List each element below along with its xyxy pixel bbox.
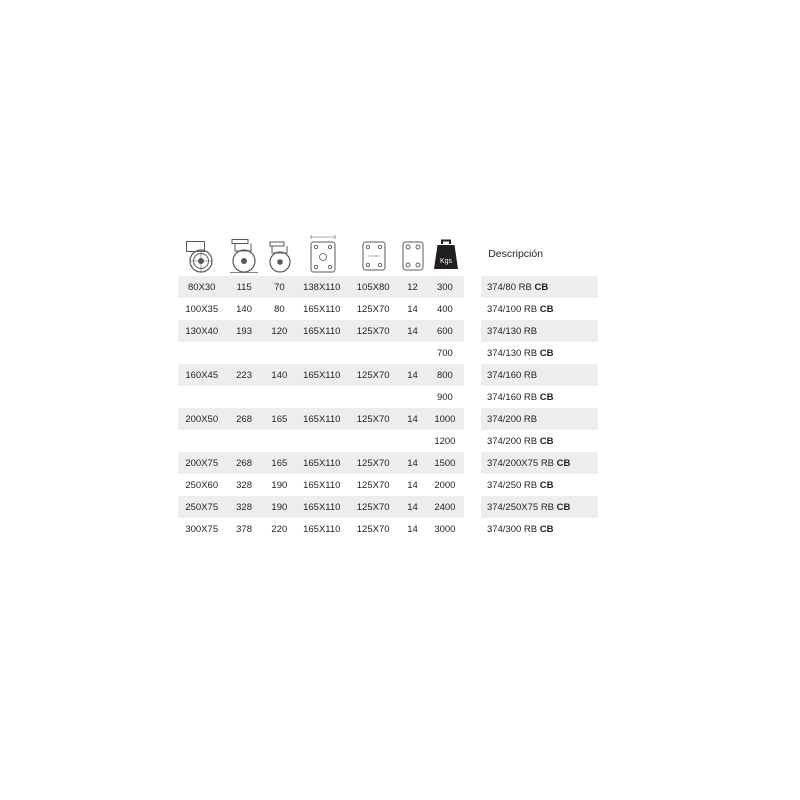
cell-bolt-diameter: 14 xyxy=(399,474,426,496)
cell-total-height xyxy=(225,342,262,364)
cell-plate-size: 165X110 xyxy=(296,518,347,540)
cell-wheel-diameter: 200X50 xyxy=(178,408,225,430)
cell-description: 374/160 RB CB xyxy=(481,386,598,408)
cell-load-capacity: 600 xyxy=(426,320,463,342)
spacer-cell xyxy=(464,452,481,474)
cell-plate-size: 165X110 xyxy=(296,408,347,430)
spacer-cell xyxy=(464,320,481,342)
description-suffix: CB xyxy=(556,457,571,469)
spacer-cell xyxy=(464,474,481,496)
table-row xyxy=(178,364,598,386)
cell-load-capacity: 2000 xyxy=(426,474,463,496)
cell-hole-spacing xyxy=(348,430,399,452)
cell-hole-spacing: 125X70 xyxy=(348,452,399,474)
cell-load-capacity: 300 xyxy=(426,276,463,298)
plate-bolt-holes-icon xyxy=(348,234,399,274)
cell-load-capacity: 1000 xyxy=(426,408,463,430)
description-suffix: CB xyxy=(539,347,554,359)
cell-wheel-diameter xyxy=(178,430,225,452)
spacer-cell xyxy=(465,232,482,276)
cell-total-height xyxy=(225,430,262,452)
description-suffix: CB xyxy=(539,435,554,447)
cell-wheel-diameter: 300X75 xyxy=(178,518,225,540)
spacer-cell xyxy=(464,518,481,540)
cell-bolt-diameter xyxy=(399,386,426,408)
cell-description: 374/130 RB xyxy=(481,320,598,342)
header-cell-load-capacity xyxy=(427,232,465,276)
cell-load-capacity: 700 xyxy=(426,342,463,364)
cell-description: 374/250 RB CB xyxy=(481,474,598,496)
cell-load-capacity: 900 xyxy=(426,386,463,408)
cell-bolt-diameter: 14 xyxy=(399,320,426,342)
description-suffix: CB xyxy=(539,391,554,403)
cell-bolt-diameter: 14 xyxy=(399,408,426,430)
cell-offset xyxy=(263,386,296,408)
description-suffix: CB xyxy=(539,303,554,315)
cell-hole-spacing: 125X70 xyxy=(348,518,399,540)
wheel-height-icon xyxy=(263,234,297,274)
cell-offset: 220 xyxy=(263,518,296,540)
cell-load-capacity: 800 xyxy=(426,364,463,386)
cell-bolt-diameter xyxy=(399,430,426,452)
cell-wheel-diameter: 250X60 xyxy=(178,474,225,496)
cell-wheel-diameter: 80X30 xyxy=(178,276,225,298)
spacer-cell xyxy=(464,342,481,364)
cell-plate-size: 165X110 xyxy=(296,364,347,386)
cell-total-height xyxy=(225,386,262,408)
spacer-cell xyxy=(464,408,481,430)
cell-plate-size xyxy=(296,430,347,452)
cell-wheel-diameter: 100X35 xyxy=(178,298,225,320)
cell-offset xyxy=(263,430,296,452)
load-capacity-kgs-icon xyxy=(427,234,465,274)
description-suffix: CB xyxy=(539,523,554,535)
cell-total-height: 328 xyxy=(225,496,262,518)
spacer-cell xyxy=(464,298,481,320)
header-cell-hole-spacing xyxy=(348,232,399,276)
cell-total-height: 328 xyxy=(225,474,262,496)
cell-total-height: 115 xyxy=(225,276,262,298)
cell-hole-spacing xyxy=(348,342,399,364)
table-row xyxy=(178,452,598,474)
cell-plate-size: 138X110 xyxy=(296,276,347,298)
table-row xyxy=(178,276,598,298)
cell-wheel-diameter: 250X75 xyxy=(178,496,225,518)
caster-spec-sheet xyxy=(178,232,598,540)
cell-plate-size xyxy=(296,342,347,364)
cell-description: 374/200 RB xyxy=(481,408,598,430)
cell-description: 374/100 RB CB xyxy=(481,298,598,320)
header-cell-bolt-hole-diameter xyxy=(399,232,427,276)
cell-hole-spacing: 125X70 xyxy=(348,408,399,430)
wheel-side-swivel-icon xyxy=(225,234,263,274)
cell-hole-spacing: 125X70 xyxy=(348,496,399,518)
cell-offset: 80 xyxy=(263,298,296,320)
caster-spec-table xyxy=(178,232,598,276)
cell-plate-size: 165X110 xyxy=(296,474,347,496)
cell-description: 374/160 RB xyxy=(481,364,598,386)
table-row xyxy=(178,320,598,342)
cell-plate-size: 165X110 xyxy=(296,496,347,518)
cell-bolt-diameter: 14 xyxy=(399,518,426,540)
cell-wheel-diameter xyxy=(178,386,225,408)
description-suffix: CB xyxy=(556,501,571,513)
plate-top-view-icon xyxy=(297,234,348,274)
cell-bolt-diameter: 14 xyxy=(399,364,426,386)
cell-hole-spacing: 105X80 xyxy=(348,276,399,298)
table-row xyxy=(178,342,598,364)
spacer-cell xyxy=(464,386,481,408)
cell-plate-size: 165X110 xyxy=(296,298,347,320)
cell-offset xyxy=(263,342,296,364)
description-suffix: CB xyxy=(534,281,549,293)
cell-bolt-diameter: 12 xyxy=(399,276,426,298)
cell-offset: 70 xyxy=(263,276,296,298)
cell-bolt-diameter: 14 xyxy=(399,298,426,320)
cell-wheel-diameter: 130X40 xyxy=(178,320,225,342)
table-row xyxy=(178,496,598,518)
cell-description: 374/250X75 RB CB xyxy=(481,496,598,518)
table-row xyxy=(178,408,598,430)
cell-load-capacity: 1200 xyxy=(426,430,463,452)
spacer-cell xyxy=(464,276,481,298)
cell-wheel-diameter xyxy=(178,342,225,364)
table-header-row xyxy=(178,232,598,276)
cell-total-height: 223 xyxy=(225,364,262,386)
cell-load-capacity: 2400 xyxy=(426,496,463,518)
cell-description: 374/130 RB CB xyxy=(481,342,598,364)
table-row xyxy=(178,518,598,540)
cell-total-height: 193 xyxy=(225,320,262,342)
cell-description: 374/300 RB CB xyxy=(481,518,598,540)
spacer-cell xyxy=(464,430,481,452)
cell-hole-spacing xyxy=(348,386,399,408)
description-header: Descripción xyxy=(488,248,544,260)
cell-hole-spacing: 125X70 xyxy=(348,364,399,386)
header-cell-wheel-diameter xyxy=(178,232,225,276)
cell-total-height: 268 xyxy=(225,408,262,430)
cell-total-height: 140 xyxy=(225,298,262,320)
description-suffix: CB xyxy=(539,479,554,491)
cell-offset: 140 xyxy=(263,364,296,386)
bolt-hole-diameter-icon xyxy=(399,234,427,274)
cell-wheel-diameter: 200X75 xyxy=(178,452,225,474)
cell-hole-spacing: 125X70 xyxy=(348,320,399,342)
cell-offset: 190 xyxy=(263,474,296,496)
cell-bolt-diameter xyxy=(399,342,426,364)
table-row xyxy=(178,430,598,452)
cell-load-capacity: 400 xyxy=(426,298,463,320)
cell-plate-size: 165X110 xyxy=(296,320,347,342)
cell-load-capacity: 1500 xyxy=(426,452,463,474)
cell-offset: 165 xyxy=(263,408,296,430)
cell-description: 374/200X75 RB CB xyxy=(481,452,598,474)
table-row xyxy=(178,474,598,496)
cell-load-capacity: 3000 xyxy=(426,518,463,540)
wheel-front-icon xyxy=(178,234,225,274)
cell-bolt-diameter: 14 xyxy=(399,496,426,518)
cell-offset: 165 xyxy=(263,452,296,474)
spacer-cell xyxy=(464,496,481,518)
cell-total-height: 378 xyxy=(225,518,262,540)
cell-plate-size: 165X110 xyxy=(296,452,347,474)
kgs-label: Kgs xyxy=(440,258,453,265)
table-row xyxy=(178,386,598,408)
cell-hole-spacing: 125X70 xyxy=(348,474,399,496)
cell-hole-spacing: 125X70 xyxy=(348,298,399,320)
cell-description: 374/80 RB CB xyxy=(481,276,598,298)
caster-spec-rows xyxy=(178,276,598,540)
cell-wheel-diameter: 160X45 xyxy=(178,364,225,386)
cell-bolt-diameter: 14 xyxy=(399,452,426,474)
header-cell-plate-size xyxy=(297,232,348,276)
table-row xyxy=(178,298,598,320)
cell-plate-size xyxy=(296,386,347,408)
cell-description: 374/200 RB CB xyxy=(481,430,598,452)
cell-offset: 120 xyxy=(263,320,296,342)
cell-offset: 190 xyxy=(263,496,296,518)
header-cell-offset xyxy=(263,232,297,276)
cell-total-height: 268 xyxy=(225,452,262,474)
header-cell-total-height xyxy=(225,232,263,276)
spacer-cell xyxy=(464,364,481,386)
